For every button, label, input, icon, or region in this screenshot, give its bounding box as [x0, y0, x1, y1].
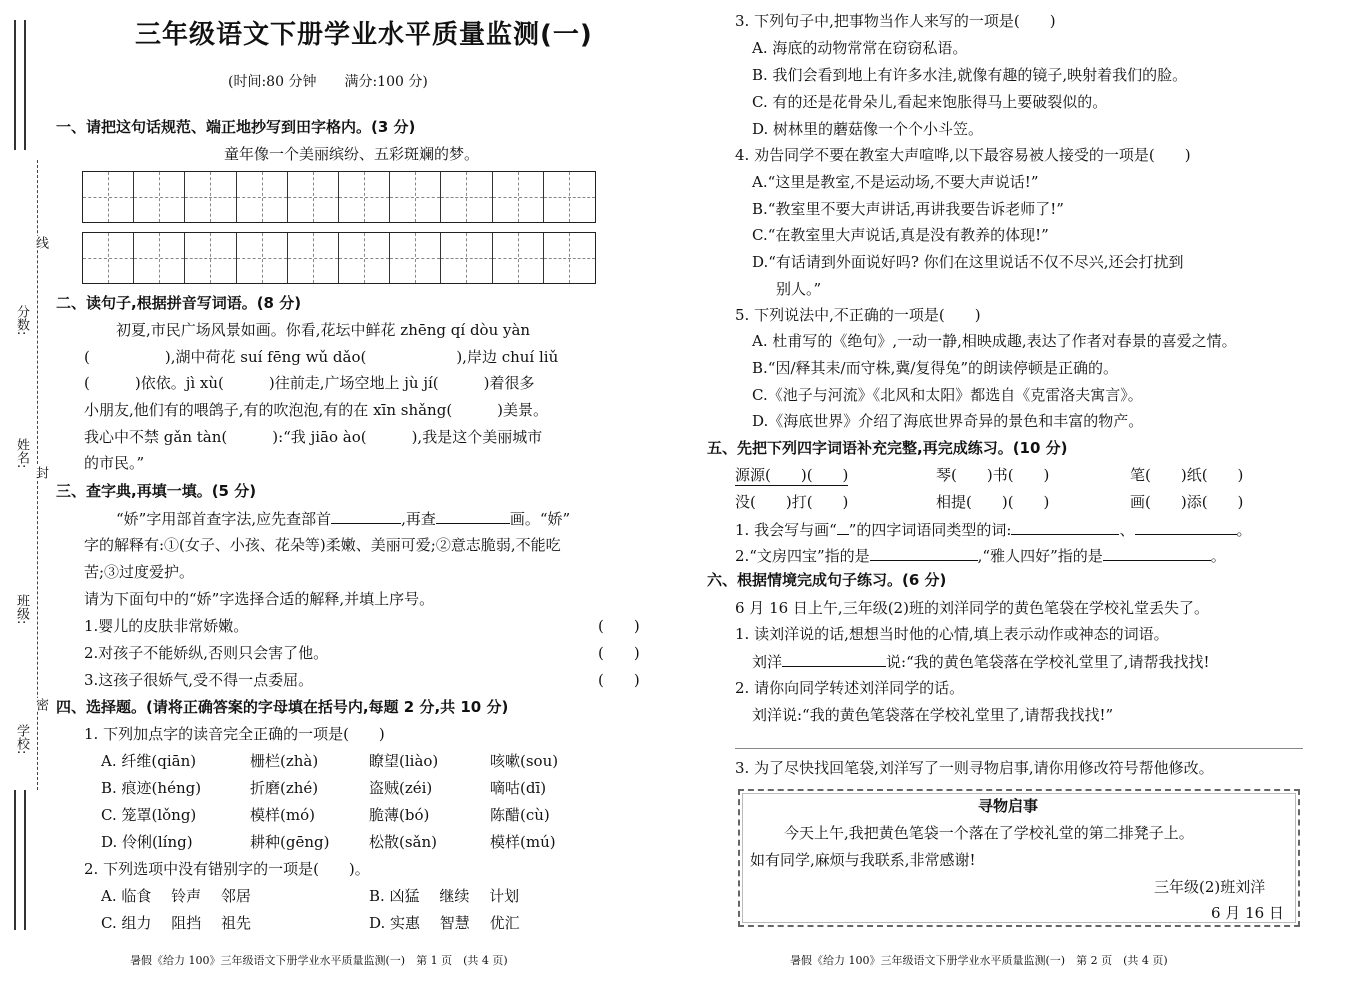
q1-row-b-2: 折磨(zhé)	[250, 779, 319, 797]
section-6-heading: 六、根据情境完成句子练习。(6 分)	[707, 571, 947, 589]
scenario-q2-answer-line[interactable]	[735, 748, 1303, 749]
pinyin-para-line-3: ( )依依。jì xù( )往前走,广场空地上 jù jí( )着很多	[84, 374, 535, 392]
dict-line-1a: “娇”字用部首查字法,应先查部首	[116, 510, 332, 528]
dict-answer-2[interactable]: ( )	[598, 644, 640, 662]
footer-page-1: 暑假《给力 100》三年级语文下册学业水平质量监测(一) 第 1 页 (共 4 页)	[130, 954, 508, 967]
q5-option-d[interactable]: D.《海底世界》介绍了海底世界奇异的景色和丰富的物产。	[752, 412, 1144, 430]
pinyin-para-line-1: 初夏,市民广场风景如画。你看,花坛中鲜花 zhēng qí dòu yàn	[116, 321, 531, 339]
q1-row-c-2: 模样(mó)	[250, 806, 315, 824]
dict-answer-3[interactable]: ( )	[598, 671, 640, 689]
q5-option-c[interactable]: C.《池子与河流》《北风和太阳》都选自《克雷洛夫寓言》。	[752, 386, 1143, 404]
binding-strip-bottom	[14, 790, 26, 930]
notice-line-2: 如有同学,麻烦与我联系,非常感谢!	[750, 851, 976, 869]
idiom-q1-blank-1[interactable]	[1011, 519, 1119, 535]
idiom-1-3[interactable]: 笔( )纸( )	[1130, 466, 1244, 484]
q5-option-b[interactable]: B.“因/释其耒/而守株,冀/复得兔”的朗读停顿是正确的。	[752, 359, 1119, 377]
section-1-heading: 一、请把这句话规范、端正地抄写到田字格内。(3 分)	[56, 118, 416, 136]
q1-row-c-4: 陈醋(cù)	[490, 806, 550, 824]
scenario-q3: 3. 为了尽快找回笔袋,刘洋写了一则寻物启事,请你用修改符号帮他修改。	[735, 759, 1214, 777]
idiom-q1-d: 。	[1236, 521, 1252, 539]
page-title: 三年级语文下册学业水平质量监测(一)	[135, 20, 593, 50]
dict-line-1	[116, 508, 570, 529]
idiom-2-2[interactable]: 相提( )( )	[936, 493, 1050, 511]
idiom-2-3[interactable]: 画( )添( )	[1130, 493, 1244, 511]
q4-option-b[interactable]: B.“教室里不要大声讲话,再讲我要告诉老师了!”	[752, 200, 1064, 218]
idiom-1-1[interactable]: 源源( )( )	[735, 466, 849, 484]
notice-date: 6 月 16 日	[1211, 904, 1284, 922]
idiom-q1	[735, 519, 1252, 540]
q3-option-a[interactable]: A. 海底的动物常常在窃窃私语。	[752, 39, 968, 57]
q1-row-d-3: 松散(sǎn)	[369, 833, 438, 851]
line-label: 线	[33, 236, 48, 249]
dict-answer-1[interactable]: ( )	[598, 617, 640, 635]
section-2-heading: 二、读句子,根据拼音写词语。(8 分)	[56, 294, 302, 312]
q4-option-a[interactable]: A.“这里是教室,不是运动场,不要大声说话!”	[752, 173, 1039, 191]
idiom-q1-blank-short	[837, 519, 849, 535]
close-label: 密	[33, 698, 48, 711]
notice-title: 寻物启事	[978, 797, 1039, 815]
tianzige-row-2[interactable]	[82, 232, 596, 284]
idiom-2-1[interactable]: 没( )打( )	[735, 493, 849, 511]
idiom-q2-a: 2.“文房四宝”指的是	[735, 547, 870, 565]
scenario-q2-quote: 刘洋说:“我的黄色笔袋落在学校礼堂里了,请帮我找找!”	[752, 706, 1114, 724]
idiom-q2-c: 。	[1210, 547, 1226, 565]
choice-q5: 5. 下列说法中,不正确的一项是( )	[735, 306, 981, 324]
q2-option-d[interactable]: D. 实惠 智慧 优汇	[369, 914, 520, 932]
q3-option-d[interactable]: D. 树林里的蘑菇像一个个小斗笠。	[752, 120, 984, 138]
q1-row-a-3: 瞭望(liào)	[369, 752, 439, 770]
name-label: 姓名:	[14, 438, 29, 469]
notice-line-1: 今天上午,我把黄色笔袋一个落在了学校礼堂的第二排凳子上。	[784, 824, 1194, 842]
dict-line-1c: 画。“娇”	[509, 510, 571, 528]
exam-subtitle: (时间:80 分钟 满分:100 分)	[228, 74, 428, 90]
footer-page-2: 暑假《给力 100》三年级语文下册学业水平质量监测(一) 第 2 页 (共 4 页)	[790, 954, 1168, 967]
section-4-heading: 四、选择题。(请将正确答案的字母填在括号内,每题 2 分,共 10 分)	[56, 698, 509, 716]
dict-line-2: 字的解释有:①(女子、小孩、花朵等)柔嫩、美丽可爱;②意志脆弱,不能吃	[84, 536, 561, 554]
dict-question-1: 1.婴儿的皮肤非常娇嫩。	[84, 617, 249, 635]
choice-q4: 4. 劝告同学不要在教室大声喧哗,以下最容易被人接受的一项是( )	[735, 146, 1191, 164]
class-label: 班级:	[14, 594, 29, 625]
q1-row-a-4: 咳嗽(sou)	[490, 752, 559, 770]
dict-line-1b: ,再查	[401, 510, 436, 528]
q1-row-a-2: 栅栏(zhà)	[250, 752, 319, 770]
dict-line-4: 请为下面句中的“娇”字选择合适的解释,并填上序号。	[84, 590, 435, 608]
scenario-q2: 2. 请你向同学转述刘洋同学的话。	[735, 679, 965, 697]
q3-option-b[interactable]: B. 我们会看到地上有许多水洼,就像有趣的镜子,映射着我们的脸。	[752, 66, 1188, 84]
section-5-heading: 五、先把下列四字词语补充完整,再完成练习。(10 分)	[707, 439, 1068, 457]
stroke-blank[interactable]	[436, 508, 510, 524]
copy-sentence: 童年像一个美丽缤纷、五彩斑斓的梦。	[224, 145, 480, 163]
q2-option-a[interactable]: A. 临食 铃声 邻居	[101, 887, 251, 905]
school-label: 学校:	[14, 724, 29, 755]
q1-row-c-3: 脆薄(bó)	[369, 806, 430, 824]
scenario-q1-blank[interactable]	[782, 651, 886, 667]
idiom-q1-blank-2[interactable]	[1135, 519, 1237, 535]
radical-blank[interactable]	[331, 508, 401, 524]
choice-q3: 3. 下列句子中,把事物当作人来写的一项是( )	[735, 12, 1056, 30]
q1-row-a-1[interactable]: A. 纤维(qiān)	[101, 752, 197, 770]
q2-option-b[interactable]: B. 凶猛 继续 计划	[369, 887, 520, 905]
idiom-q2-blank-1[interactable]	[870, 545, 978, 561]
idiom-q1-a: 1. 我会写与画“	[735, 521, 837, 539]
dict-line-3: 苦;③过度爱护。	[84, 563, 195, 581]
q4-option-d-line-2: 别人。”	[776, 280, 822, 298]
idiom-q1-c: 、	[1119, 521, 1135, 539]
q1-row-d-2: 耕种(gēng)	[250, 833, 330, 851]
scenario-q1-b: 说:“我的黄色笔袋落在学校礼堂里了,请帮我找找!	[886, 653, 1210, 671]
pinyin-para-line-5: 我心中不禁 gǎn tàn( ):“我 jiāo ào( ),我是这个美丽城市	[84, 428, 543, 446]
choice-q2: 2. 下列选项中没有错别字的一项是( )。	[84, 860, 370, 878]
idiom-q2-b: ,“雅人四好”指的是	[977, 547, 1103, 565]
scenario-q1-a: 刘洋	[752, 653, 783, 671]
dict-question-2: 2.对孩子不能娇纵,否则只会害了他。	[84, 644, 329, 662]
q1-row-b-3: 盗贼(zéi)	[369, 779, 433, 797]
dict-question-3: 3.这孩子很娇气,受不得一点委屈。	[84, 671, 314, 689]
idiom-q1-b: ”的四字词语同类型的词:	[848, 521, 1012, 539]
notice-signature: 三年级(2)班刘洋	[1154, 878, 1266, 896]
binding-strip-top	[14, 20, 26, 150]
pinyin-para-line-2: ( ),湖中荷花 suí fēng wǔ dǎo( ),岸边 chuí liǔ	[84, 348, 559, 366]
pinyin-para-line-6: 的市民。”	[84, 454, 145, 472]
q4-option-c[interactable]: C.“在教室里大声说话,真是没有教养的体现!”	[752, 226, 1049, 244]
score-label: 分数:	[14, 305, 29, 336]
q1-row-b-1[interactable]: B. 痕迹(héng)	[101, 779, 202, 797]
q4-option-d-line-1[interactable]: D.“有话请到外面说好吗? 你们在这里说话不仅不尽兴,还会打扰到	[752, 253, 1184, 271]
tianzige-row-1[interactable]	[82, 171, 596, 223]
q5-option-a[interactable]: A. 杜甫写的《绝句》,一动一静,相映成趣,表达了作者对春景的喜爱之情。	[752, 332, 1237, 350]
q1-row-c-1[interactable]: C. 笼罩(lǒng)	[101, 806, 197, 824]
idiom-q2-blank-2[interactable]	[1103, 545, 1211, 561]
scenario-intro: 6 月 16 日上午,三年级(2)班的刘洋同学的黄色笔袋在学校礼堂丢失了。	[735, 599, 1209, 617]
idiom-1-2[interactable]: 琴( )书( )	[936, 466, 1050, 484]
scenario-q1: 1. 读刘洋说的话,想想当时他的心情,填上表示动作或神态的词语。	[735, 625, 1169, 643]
idiom-q2	[735, 545, 1226, 566]
section-3-heading: 三、查字典,再填一填。(5 分)	[56, 482, 257, 500]
q1-row-d-1[interactable]: D. 伶俐(líng)	[101, 833, 193, 851]
q3-option-c[interactable]: C. 有的还是花骨朵儿,看起来饱胀得马上要破裂似的。	[752, 93, 1108, 111]
q2-option-c[interactable]: C. 组力 阻挡 祖先	[101, 914, 252, 932]
scenario-q1-answer	[752, 651, 1210, 672]
pinyin-para-line-4: 小朋友,他们有的喂鸽子,有的吹泡泡,有的在 xīn shǎng( )美景。	[84, 401, 549, 419]
choice-q1: 1. 下列加点字的读音完全正确的一项是( )	[84, 725, 385, 743]
q1-row-d-4: 模样(mú)	[490, 833, 556, 851]
seal-label: 封	[33, 466, 48, 479]
q1-row-b-4: 嘀咕(dī)	[490, 779, 547, 797]
